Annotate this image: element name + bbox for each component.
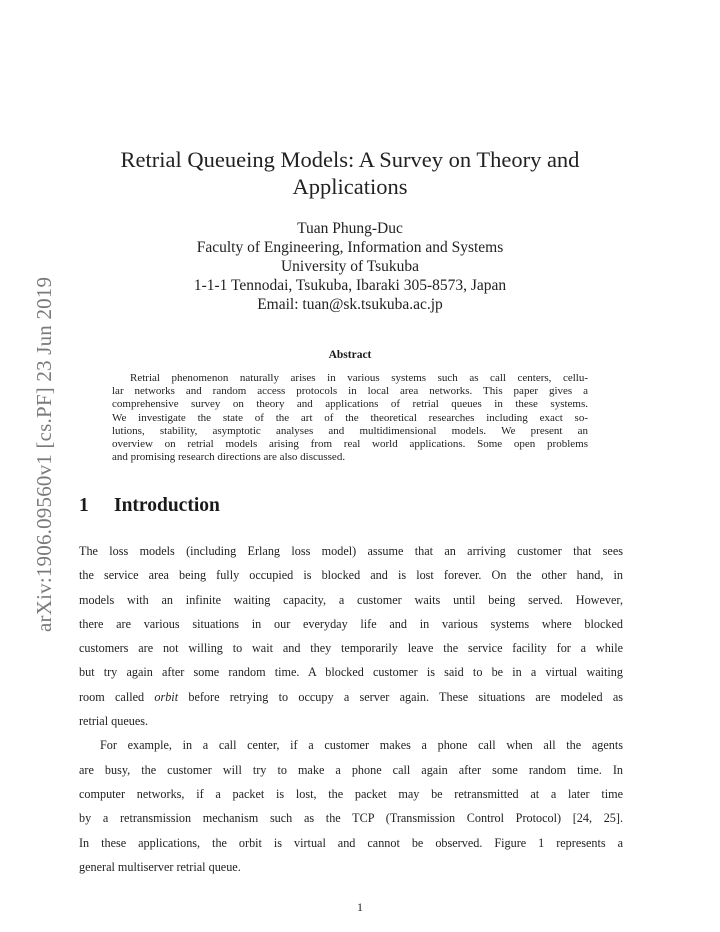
paragraph-1-line: the service area being fully occupied is blocked and is lost forever. On the other hand, in [79,568,623,583]
paper-title [80,146,620,200]
paragraph-2-line: by a retransmission mechanism such as the TCP (Transmission Control Protocol) [24, 25]. [79,811,623,826]
abstract-line: We investigate the state of the art of the theoretical researches including exact so- [112,411,588,424]
author-name: Tuan Phung-Duc [297,220,403,237]
section-number: 1 [79,495,89,516]
author-affiliation: Faculty of Engineering, Information and Systems [196,239,504,256]
paragraph-1-line: retrial queues. [79,714,149,729]
author-block [80,219,620,314]
abstract-line: and promising research directions are also discussed. [112,451,346,464]
section-title: Introduction [114,495,220,516]
page-number: 1 [357,900,363,914]
body-text [79,539,623,879]
orbit-term: orbit [154,689,179,704]
abstract-heading: Abstract [328,349,372,361]
paragraph-1-line: but try again after some random time. A blocked customer is said to be in a virtual waiting [79,665,623,680]
paragraph-1-line: models with an infinite waiting capacity, a customer waits until being served. However, [79,592,623,607]
paragraph-2-line: computer networks, if a packet is lost, the packet may be retransmitted at a later time [79,786,623,801]
paragraph-2-line: In these applications, the orbit is virtual and cannot be observed. Figure 1 represents a [79,835,623,850]
line-text: room called [79,689,155,704]
author-email[interactable]: Email: tuan@sk.tsukuba.ac.jp [257,296,443,313]
title-line-1: Retrial Queueing Models: A Survey on Theory and [120,147,580,172]
paragraph-1-line: The loss models (including Erlang loss model) assume that an arriving customer that sees [79,544,623,558]
paragraph-2-line: are busy, the customer will try to make a phone call again after some random time. In [79,762,623,777]
author-address: 1-1-1 Tennodai, Tsukuba, Ibaraki 305-8573, Japan [193,277,507,294]
abstract-line: lar networks and random access protocols in local area networks. This paper gives a [112,385,588,398]
abstract-line: lutions, stability, asymptotic analyses and multidimensional models. We present an [112,424,588,437]
section-heading [79,495,220,517]
paragraph-2-line: general multiserver retrial queue. [79,859,241,874]
title-line-2: Applications [292,174,408,199]
paragraph-1-line [79,685,623,709]
abstract-line: comprehensive survey on theory and applications of retrial queues in these systems. [112,398,588,411]
line-text: before retrying to occupy a server again. These situations are modeled as [178,689,623,704]
author-university: University of Tsukuba [280,258,420,275]
abstract-line: Retrial phenomenon naturally arises in various systems such as call centers, cellu- [130,372,588,384]
paragraph-1-line: there are various situations in our everyday life and in various systems where blocked [79,616,623,631]
arxiv-stamp[interactable]: arXiv:1906.09560v1 [cs.PF] 23 Jun 2019 [32,276,56,632]
paragraph-1-line: customers are not willing to wait and they temporarily leave the service facility for a while [79,641,623,656]
paragraph-2-line: For example, in a call center, if a customer makes a phone call when all the agents [100,738,623,753]
abstract-line: overview on retrial models arising from real world applications. Some open problems [112,438,588,451]
abstract-body [112,372,588,464]
